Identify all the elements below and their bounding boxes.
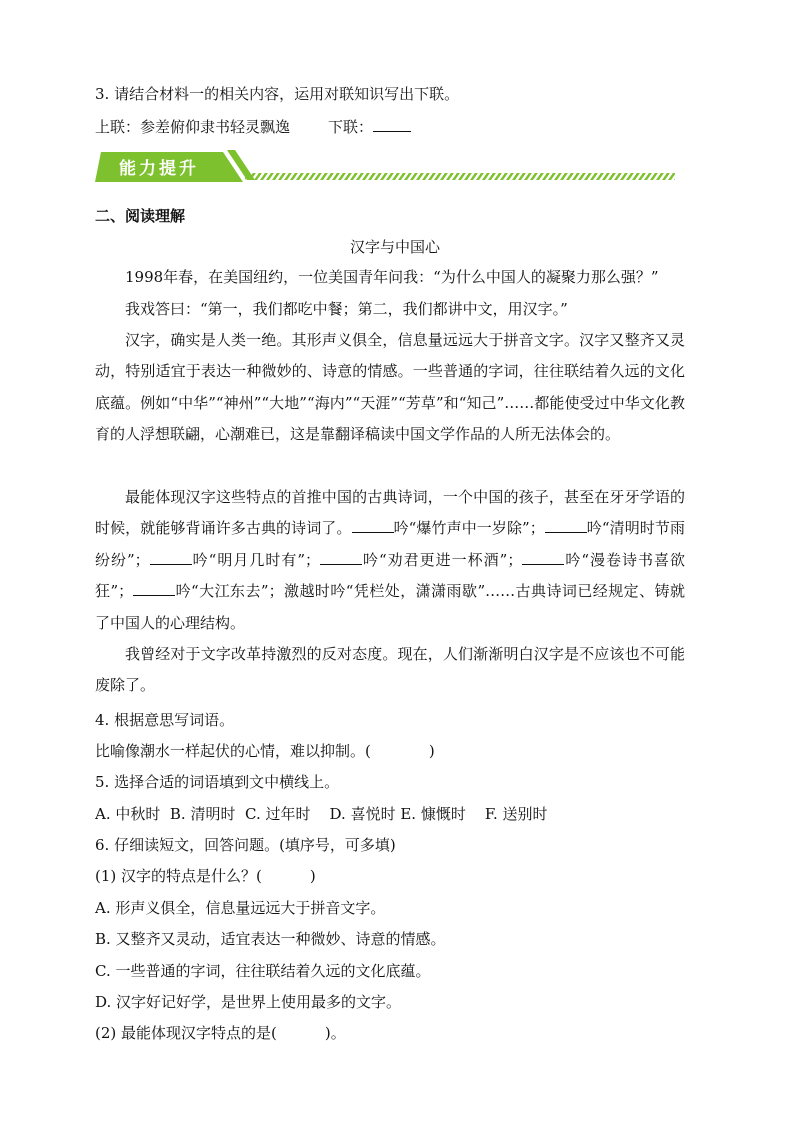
fill-blank-1[interactable] xyxy=(352,517,394,533)
banner-hatch-line xyxy=(245,173,675,180)
q3-lower-label: 下联： xyxy=(328,118,374,136)
q6-option-a: A. 形声义俱全，信息量远远大于拼音文字。 xyxy=(95,899,386,917)
paragraph-4-intro: 最能体现汉字这些特点的首推中国的古典诗词，一个中国的孩子，甚至在牙牙学语的时候，就能够背诵许多古典的诗词了。 xyxy=(95,488,685,538)
article-title: 汉字与中国心 xyxy=(349,238,440,256)
q6-question: 6. 仔细读短文，回答问题。(填序号，可多填) xyxy=(95,836,396,854)
q6-sub1: (1) 汉字的特点是什么？( xyxy=(95,867,262,885)
q3-question: 3. 请结合材料一的相关内容，运用对联知识写出下联。 xyxy=(95,85,460,103)
banner-graphic xyxy=(95,150,685,190)
q4-close-paren: ) xyxy=(428,742,435,760)
q6-option-b: B. 又整齐又灵动，适宜表达一种微妙、诗意的情感。 xyxy=(95,930,446,948)
fill-blank-4[interactable] xyxy=(320,549,362,565)
q6-sub2-row xyxy=(95,1023,346,1043)
q5-question: 5. 选择合适的词语填到文中横线上。 xyxy=(95,773,340,791)
verse-3: 吟“明月几时有”； xyxy=(191,550,321,569)
q4-prompt-row xyxy=(95,741,435,761)
fill-blank-3[interactable] xyxy=(150,549,192,565)
fill-blank-2[interactable] xyxy=(545,517,587,533)
q3-upper-couplet: 上联：参差俯仰隶书轻灵飘逸 xyxy=(95,118,291,136)
q3-answer-blank[interactable] xyxy=(373,116,411,132)
q4-prompt: 比喻像潮水一样起伏的心情，难以抑制。( xyxy=(95,742,371,760)
verse-6: 吟“大江东去”；激越时吟“凭栏处，潇潇雨歇”……古典诗词已经规定、铸就了中国人的心理结构。 xyxy=(95,582,685,632)
verse-1: 吟“爆竹声中一岁除”； xyxy=(393,519,545,538)
article-paragraph-2: 我戏答曰：“第一，我们都吃中餐；第二，我们都讲中文，用汉字。” xyxy=(125,300,568,318)
q3-couplet xyxy=(95,116,411,137)
q6-option-c: C. 一些普通的字词，往往联结着久远的文化底蕴。 xyxy=(95,962,431,980)
q6-sub2-close-paren: )。 xyxy=(324,1024,346,1042)
article-paragraph-5: 我曾经对于文字改革持激烈的反对态度。现在，人们渐渐明白汉字是不应该也不可能废除了。 xyxy=(95,645,685,695)
article-paragraph-4 xyxy=(95,482,685,639)
q5-options: A. 中秋时 B. 清明时 C. 过年时 D. 喜悦时 E. 慷慨时 F. 送别时 xyxy=(95,805,548,823)
q6-sub1-close-paren: ) xyxy=(309,867,316,885)
article-paragraph-1: 1998年春，在美国纽约，一位美国青年问我：“为什么中国人的凝聚力那么强？” xyxy=(125,268,659,286)
verse-4: 吟“劝君更进一杯酒”； xyxy=(362,550,523,569)
q4-question: 4. 根据意思写词语。 xyxy=(95,711,235,729)
q6-sub1-row xyxy=(95,866,316,886)
fill-blank-6[interactable] xyxy=(133,580,175,596)
q6-option-d: D. 汉字好记好学，是世界上使用最多的文字。 xyxy=(95,993,402,1011)
fill-blank-5[interactable] xyxy=(522,549,564,565)
verse-5: 吟“漫卷诗书喜欲狂”； xyxy=(95,550,686,601)
section-banner xyxy=(95,150,685,190)
banner-title: 能力提升 xyxy=(119,159,199,179)
q6-sub2: (2) 最能体现汉字特点的是( xyxy=(95,1024,277,1042)
article-paragraph-3: 汉字，确实是人类一绝。其形声义俱全，信息量远远大于拼音文字。汉字又整齐又灵动，特别适宜于表达一种微妙的、诗意的情感。一些普通的字词，往往联结着久远的文化底蕴。例如“中华”“神州”“大地”“海内”“天涯”“芳草”和“知己”……都能使受过中华文化教育的人浮想联翩，心潮难已，这是靠翻译稿读中国文学作品的人所无法体会的。 xyxy=(95,331,685,444)
verse-2: 吟“清明时节雨纷纷”； xyxy=(95,519,685,569)
section-title: 二、阅读理解 xyxy=(95,207,186,225)
